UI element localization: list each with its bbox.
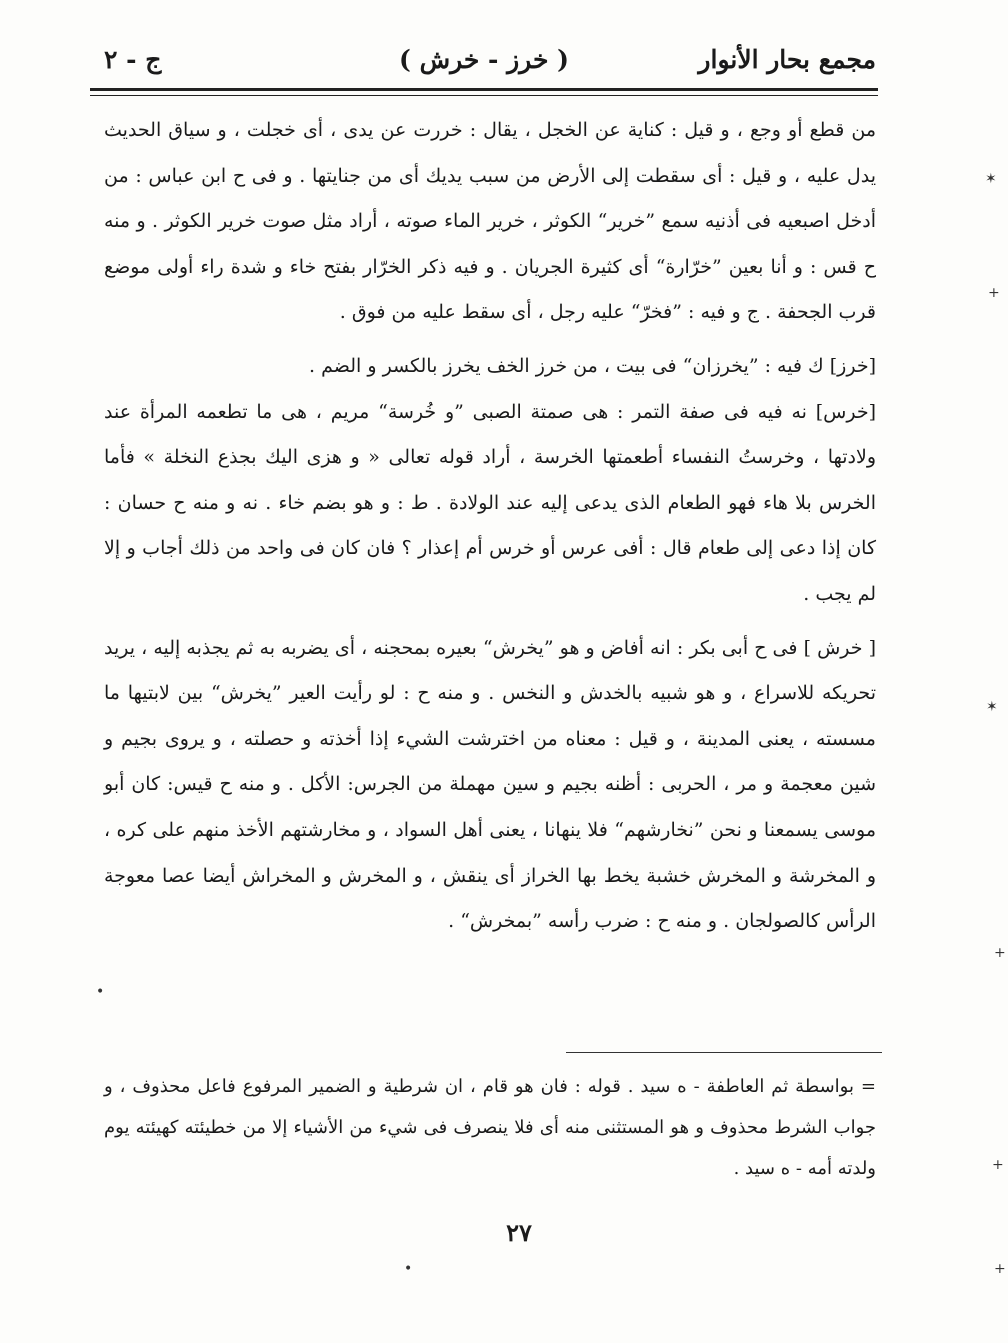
margin-mark: ✶ — [986, 699, 998, 715]
margin-mark: ✶ — [985, 171, 997, 187]
margin-mark: + — [994, 1261, 1006, 1277]
section-title: ( خرز - خرش ) — [399, 45, 569, 74]
paragraph-kharash: [ خرش ] فى ح أبى بكر : انه أفاض و هو ”يخرش“ بعيره بمحجنه ، أى يضربه به ثم يجذبه إليه ، يريد تحريكه للاسراع ، و هو شبيه بالخدش و النخس . و منه ح : لو رأيت العير ”يخرش“ بين لابتيها ما مسسته ، يعنى المدينة ، و قيل : معناه من اخترشت الشيء إذا أخذته و حصلته ، و يروى بجيم و شين معجمة و مر ، الحربى : أظنه بجيم و سين مهملة من الجرس: الأكل . و منه ح قيس: كان أبو موسى يسمعنا و نحن ”نخارشهم“ فلا ينهانا ، يعنى أهل السواد ، و مخارشتهم الأخذ منهم على كره ، و المخرشة و المخرش خشبة يخط بها الخراز أى ينقش ، و المخرش و المخراش أيضا عصا معوجة الرأس كالصولجان . و منه ح : ضرب رأسه ”بمخرش“ . — [104, 636, 876, 933]
page-number: ٢٧ — [506, 1218, 532, 1247]
header-rule-thick — [90, 88, 878, 91]
footnote-separator — [566, 1052, 882, 1053]
margin-mark: + — [994, 945, 1006, 961]
paragraph-intro: من قطع أو وجع ، و قيل : كناية عن الخجل ، يقال : خررت عن يدى ، أى خجلت ، و سياق الحديث يدل عليه ، و قيل : أى سقطت إلى الأرض من سبب يديك أى من جنايتها . و فى ح ابن عباس : من أدخل اصبعيه فى أذنيه سمع ”خرير“ الكوثر ، خرير الماء صوته ، أراد مثل صوت خرير الكوثر . و منه ح قس : و أنا بعين ”خرّارة“ أى كثيرة الجريان . و فيه ذكر الخرّار بفتح خاء و شدة راء أولى موضع قرب الجحفة . ج و فيه : ”فخرّ“ عليه رجل ، أى سقط عليه من فوق . — [104, 119, 876, 324]
volume-label: ج - ٢ — [104, 45, 162, 74]
margin-mark: • — [96, 984, 105, 1000]
header-rule-thin — [90, 95, 878, 96]
footnote-text: = بواسطة ثم العاطفة - ه سيد . قوله : فان هو قام ، ان شرطية و الضمير المرفوع فاعل محذوف ، و جواب الشرط محذوف و هو المستثنى منه أى فلا ينصرف فى شيء من الأشياء إلا من خطيئته كهيئته يوم ولدته أمه - ه سيد . — [104, 1076, 877, 1179]
main-text — [104, 108, 876, 945]
margin-mark: + — [992, 1157, 1004, 1173]
footnote — [104, 1066, 876, 1189]
margin-mark: + — [988, 285, 1000, 301]
paragraph-kharas: [خرس] نه فيه فى صفة التمر : هى صمتة الصبى ”و خُرسة“ مريم ، هى ما تطعمه المرأة عند ولادتها ، وخرستُ النفساء أطعمتها الخرسة ، أراد قوله تعالى « و هزى اليك بجذع النخلة » فأما الخرس بلا هاء فهو الطعام الذى يدعى إليه عند الولادة . ط : و هو بضم خاء . نه و منه ح حسان : كان إذا دعى إلى طعام قال : أفى عرس أو خرس أم إعذار ؟ فان كان فى واحد من ذلك أجاب و إلا لم يجب . — [104, 400, 876, 605]
margin-mark: • — [404, 1261, 413, 1277]
page-header — [92, 40, 876, 84]
book-title: مجمع بحار الأنوار — [698, 45, 876, 74]
paragraph-kharaz: [خرز] ك فيه : ”يخرزان“ فى بيت ، من خرز الخف يخرز بالكسر و الضم . — [309, 354, 876, 377]
